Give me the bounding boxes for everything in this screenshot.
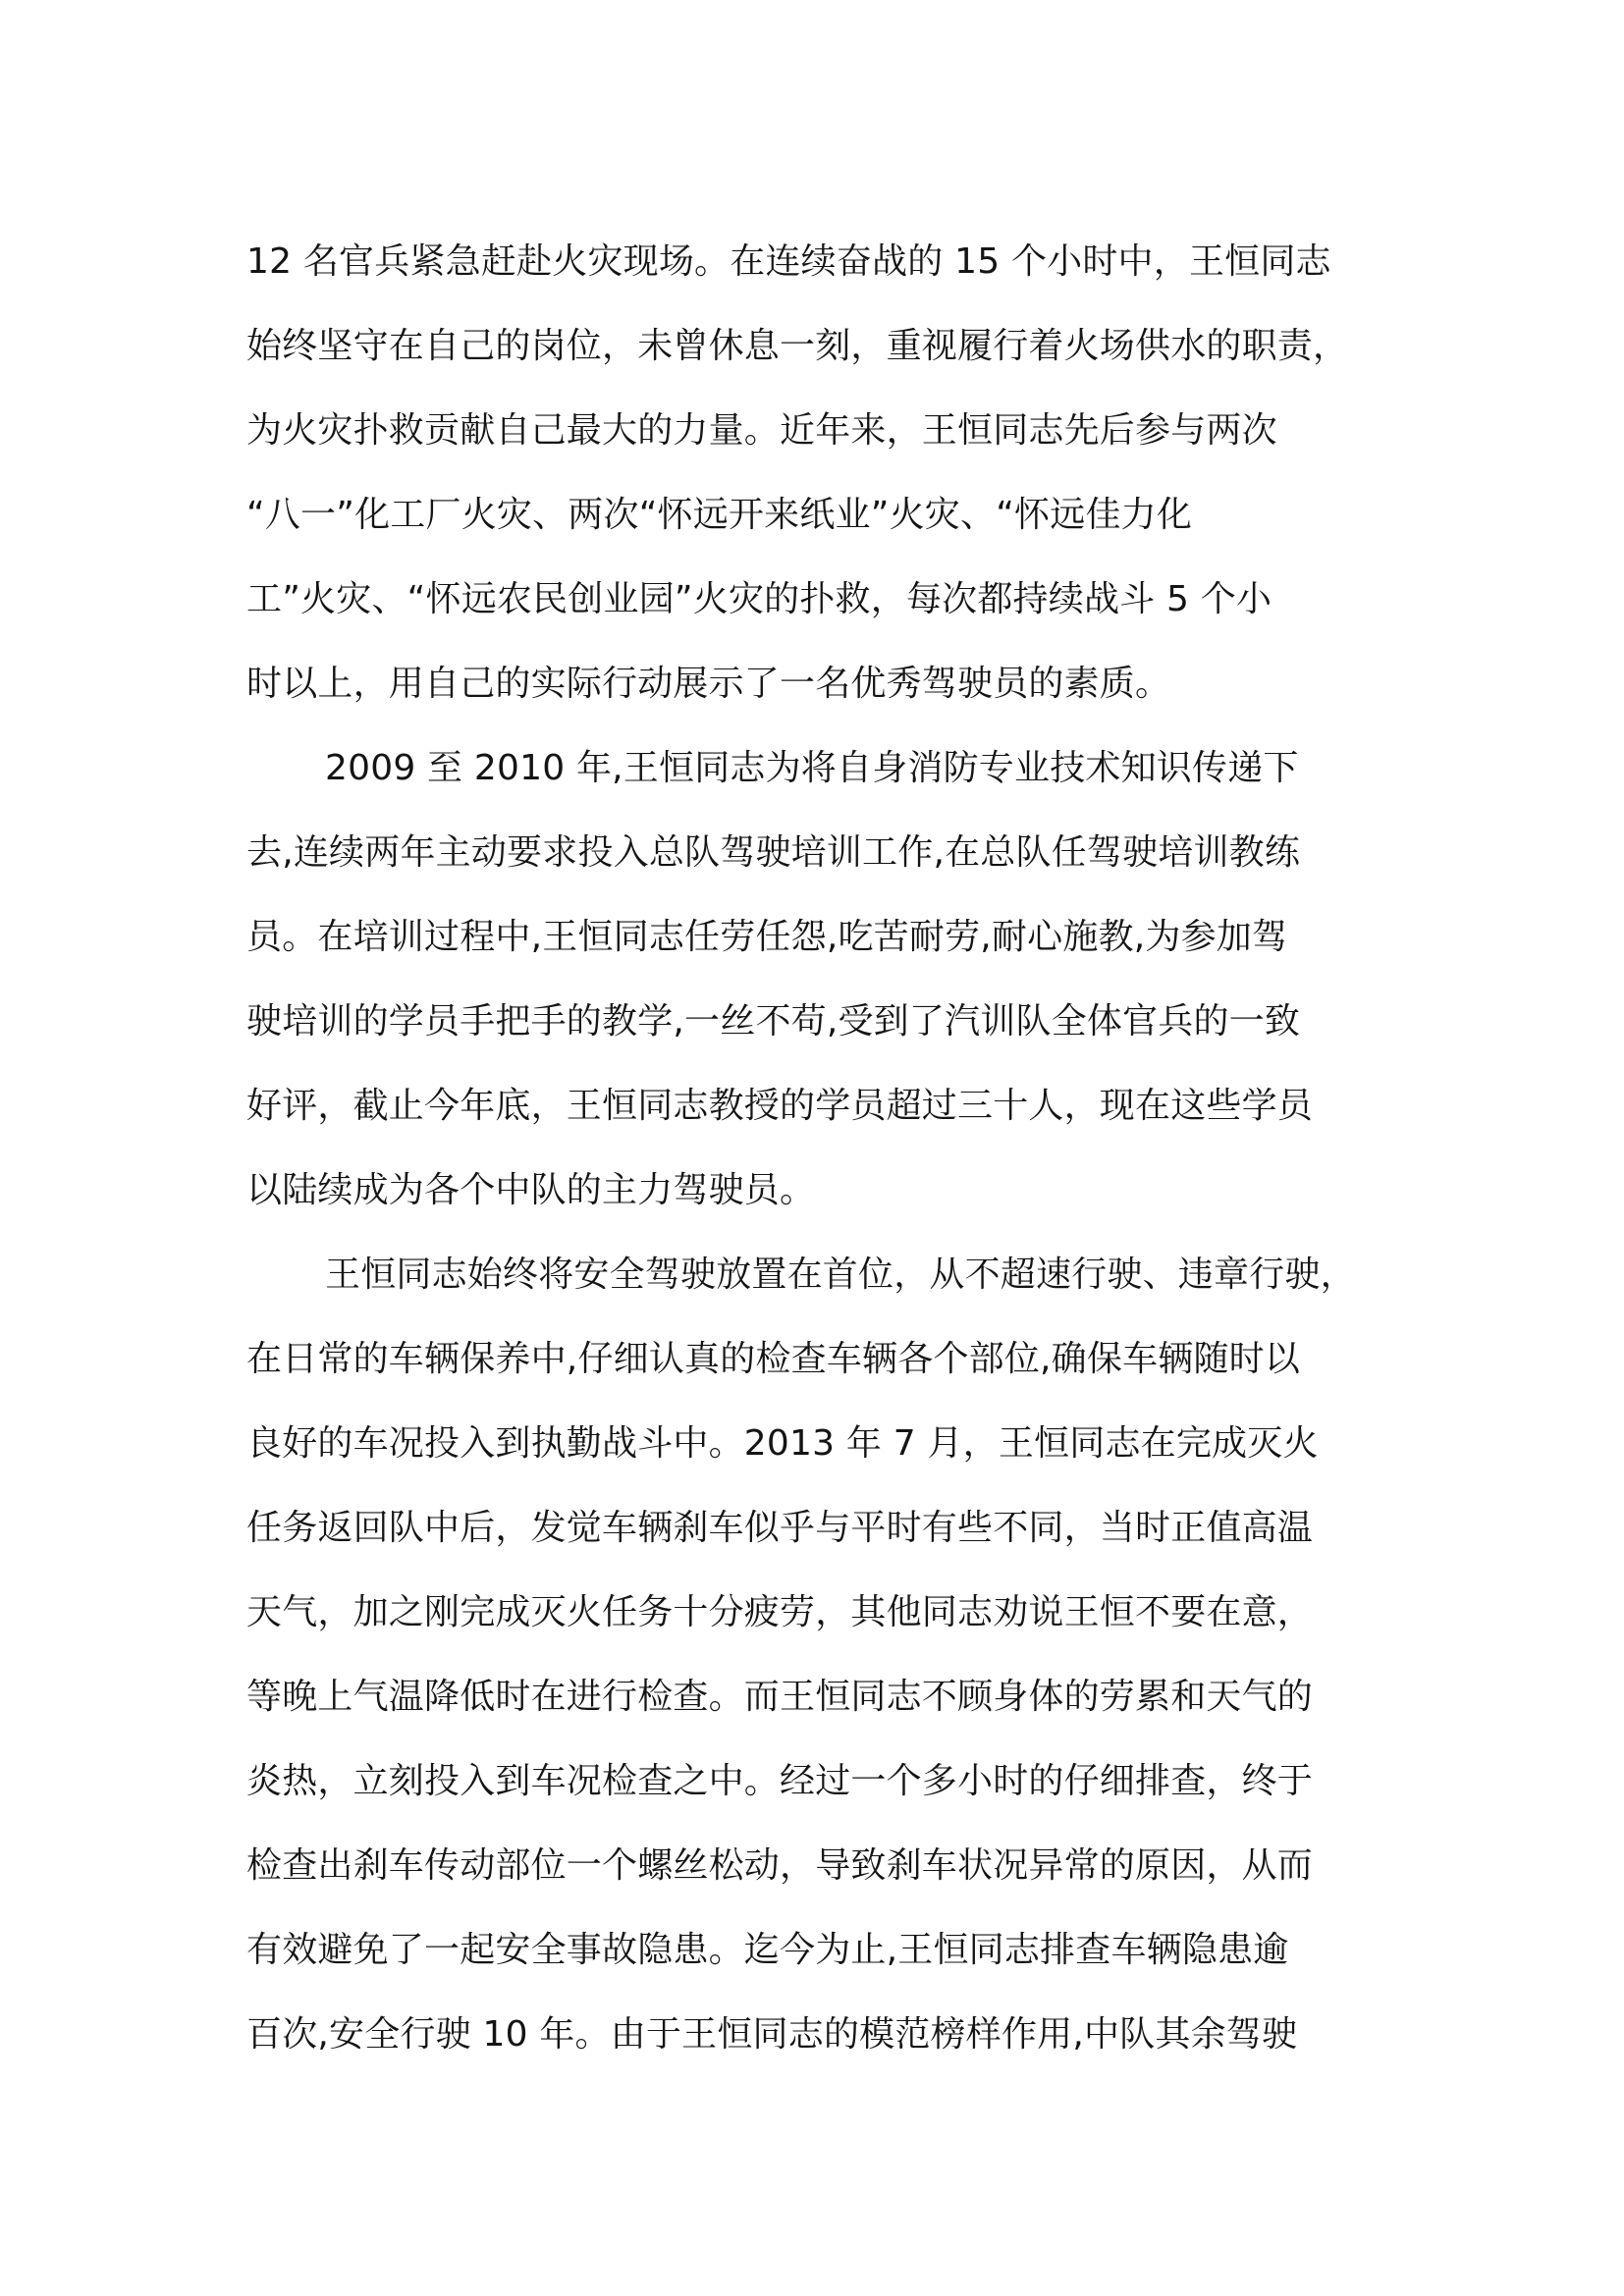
text-line: 炎热，立刻投入到车况检查之中。经过一个多小时的仔细排查，终于 [246, 1761, 1314, 1801]
text-line: “八一”化工厂火灾、两次“怀远开来纸业”火灾、“怀远佳力化 [246, 495, 1193, 535]
text-line: 任务返回队中后，发觉车辆刹车似乎与平时有些不同，当时正值高温 [246, 1508, 1314, 1548]
text-line: 天气，加之刚完成灭火任务十分疲劳，其他同志劝说王恒不要在意， [246, 1592, 1314, 1632]
text-line: 始终坚守在自己的岗位，未曾休息一刻，重视履行着火场供水的职责， [246, 326, 1349, 366]
paragraph-3 [246, 1233, 1395, 2077]
text-line: 检查出刹车传动部位一个螺丝松动，导致刹车状况异常的原因，从而 [246, 1845, 1314, 1886]
text-line: 为火灾扑救贡献自己最大的力量。近年来，王恒同志先后参与两次 [246, 410, 1277, 451]
text-line: 12 名官兵紧急赶赴火灾现场。在连续奋战的 15 个小时中，王恒同志 [246, 241, 1331, 282]
text-line: 王恒同志始终将安全驾驶放置在首位，从不超速行驶、违章行驶， [325, 1255, 1356, 1295]
text-line: 有效避免了一起安全事故隐患。迄今为止,王恒同志排查车辆隐患逾 [246, 1930, 1289, 1970]
body-text [246, 220, 1395, 2077]
text-line: 良好的车况投入到执勤战斗中。2013 年 7 月，王恒同志在完成灭火 [246, 1423, 1319, 1464]
text-line: 好评，截止今年底，王恒同志教授的学员超过三十人，现在这些学员 [246, 1086, 1314, 1126]
text-line: 2009 至 2010 年,王恒同志为将自身消防专业技术知识传递下 [325, 748, 1299, 788]
paragraph-1 [246, 220, 1395, 726]
text-line: 驶培训的学员手把手的教学,一丝不苟,受到了汽训队全体官兵的一致 [246, 1001, 1301, 1041]
paragraph-2 [246, 726, 1395, 1233]
text-line: 员。在培训过程中,王恒同志任劳任怨,吃苦耐劳,耐心施教,为参加驾 [246, 917, 1288, 957]
text-line: 去,连续两年主动要求投入总队驾驶培训工作,在总队任驾驶培训教练 [246, 832, 1301, 873]
text-line: 时以上，用自己的实际行动展示了一名优秀驾驶员的素质。 [246, 664, 1171, 704]
text-line: 以陆续成为各个中队的主力驾驶员。 [246, 1170, 816, 1210]
text-line: 等晚上气温降低时在进行检查。而王恒同志不顾身体的劳累和天气的 [246, 1677, 1314, 1717]
text-line: 工”火灾、“怀远农民创业园”火灾的扑救，每次都持续战斗 5 个小 [246, 579, 1272, 619]
text-line: 百次,安全行驶 10 年。由于王恒同志的模范榜样作用,中队其余驾驶 [246, 2014, 1298, 2055]
text-line: 在日常的车辆保养中,仔细认真的检查车辆各个部位,确保车辆随时以 [246, 1339, 1301, 1379]
